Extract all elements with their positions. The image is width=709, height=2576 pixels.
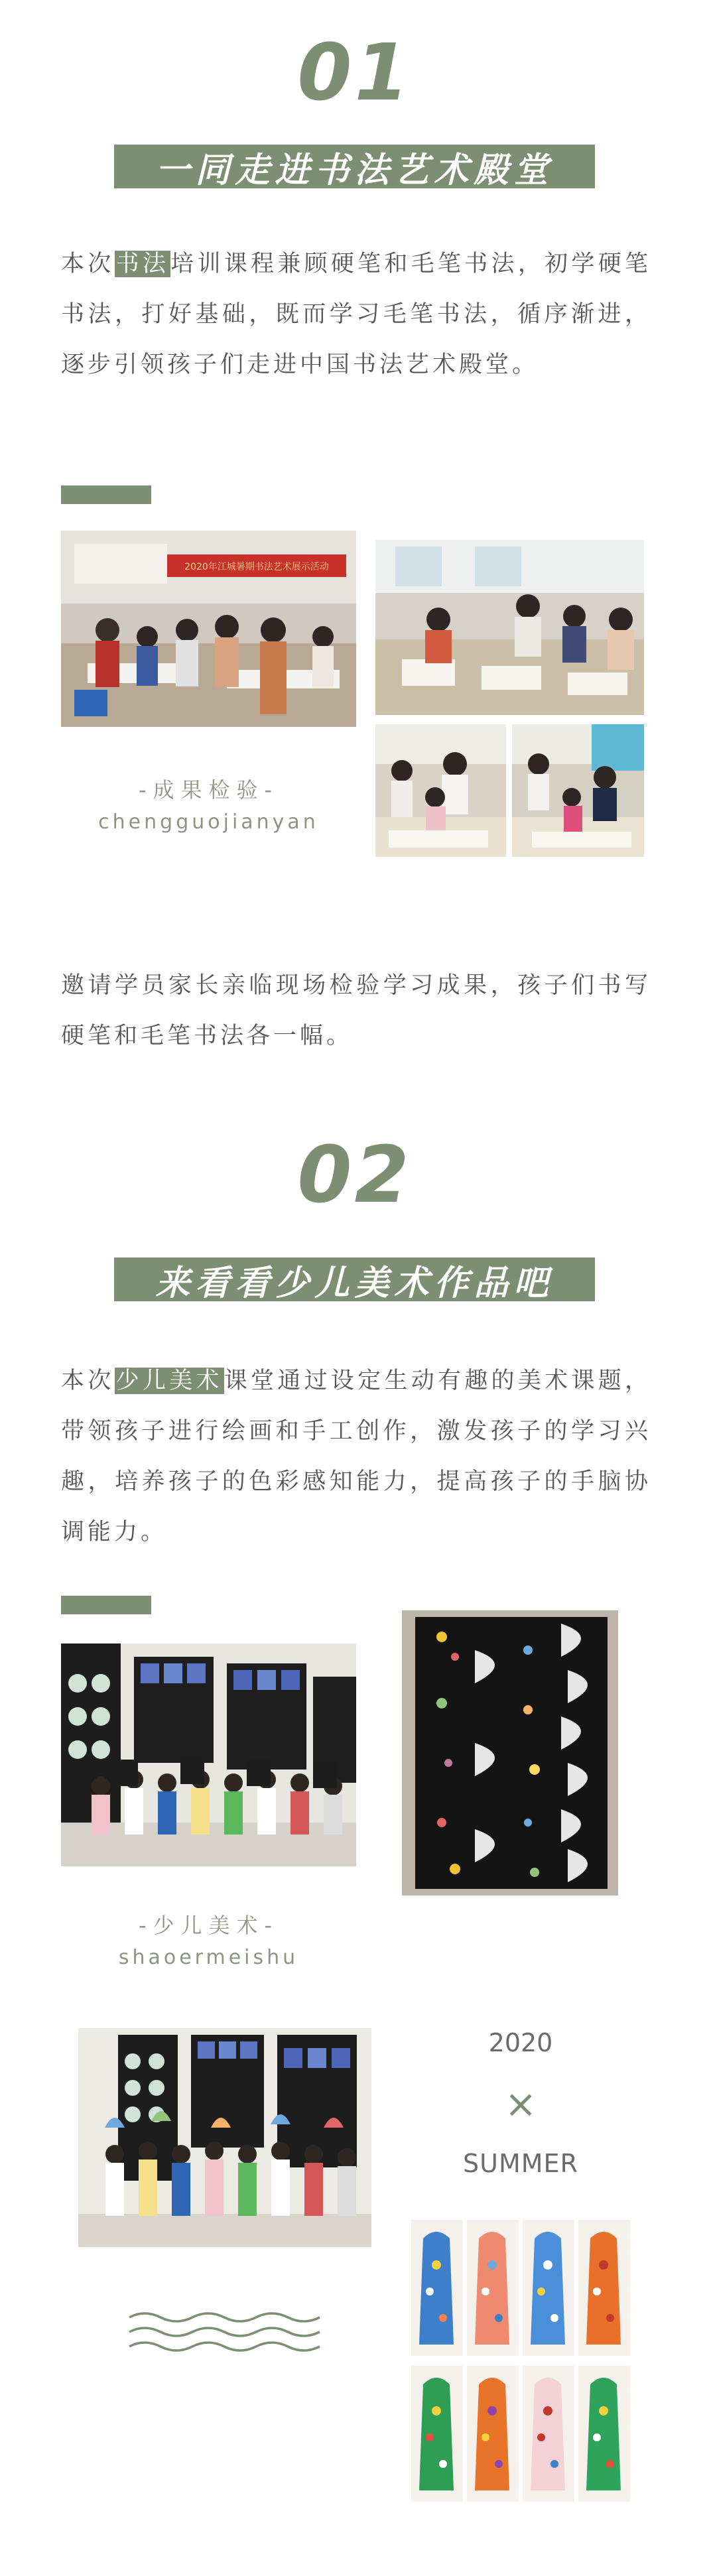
section1-intro [61, 239, 651, 390]
intro-highlight: 少儿美术 [115, 1368, 223, 1394]
section2-accent-bar [61, 1596, 151, 1614]
classroom-banner-text: 2020年江城暑期书法艺术展示活动 [184, 562, 329, 572]
wave-lines-icon [126, 2309, 325, 2356]
student-writing-photo-left-art [375, 724, 506, 857]
wave-decoration [126, 2309, 325, 2356]
student-writing-photo-right [512, 724, 644, 857]
section1-number: 01 [297, 27, 412, 118]
intro-rest: 培训课程兼顾硬笔和毛笔书法，初学硬笔书法，打好基础，既而学习毛笔书法，循序渐进，逐步引领孩子们走进中国书法艺术殿堂。 [61, 251, 651, 378]
section2-number: 02 [297, 1129, 412, 1220]
section2-banner: 来看看少儿美术作品吧 [114, 1257, 595, 1301]
section1-accent-bar [61, 485, 151, 504]
qipao-crafts-collage-art [410, 2219, 633, 2504]
intro-rest: 课堂通过设定生动有趣的美术课题，带领孩子进行绘画和手工创作，激发孩子的学习兴趣，培养孩子的色彩感知能力，提高孩子的手脑协调能力。 [61, 1368, 651, 1545]
section1-caption-en: chengguojianyan [98, 810, 319, 834]
section1-outro: 邀请学员家长亲临现场检验学习成果，孩子们书写硬笔和毛笔书法各一幅。 [61, 972, 651, 1049]
cross-icon: × [504, 2081, 537, 2126]
intro-prefix: 本次 [61, 251, 115, 277]
classroom-photo-art [61, 531, 356, 727]
student-writing-photo-left [375, 724, 506, 857]
kids-fish-crafts-photo-art [78, 2028, 371, 2247]
section1-banner: 一同走进书法艺术殿堂 [114, 145, 595, 188]
fish-artwork-photo-art [402, 1610, 618, 1896]
student-writing-photo-right-art [512, 724, 644, 857]
qipao-crafts-collage [410, 2219, 633, 2504]
kids-fish-crafts-photo [78, 2028, 371, 2247]
students-writing-photo [375, 540, 644, 715]
intro-highlight: 书法 [115, 251, 170, 277]
intro-prefix: 本次 [61, 1368, 115, 1394]
section2-caption-en: shaoermeishu [118, 1946, 299, 1969]
year-label: 2020 [488, 2028, 553, 2057]
students-writing-photo-art [375, 540, 644, 715]
kids-artwork-group-photo [61, 1643, 356, 1866]
section2-caption-cn: -少儿美术- [138, 1913, 279, 1938]
classroom-photo [61, 531, 356, 727]
section2-intro [61, 1356, 651, 1557]
season-label: SUMMER [463, 2149, 578, 2178]
section1-caption-cn: -成果检验- [138, 777, 279, 803]
fish-artwork-photo [402, 1610, 618, 1896]
kids-artwork-group-photo-art [61, 1643, 356, 1866]
